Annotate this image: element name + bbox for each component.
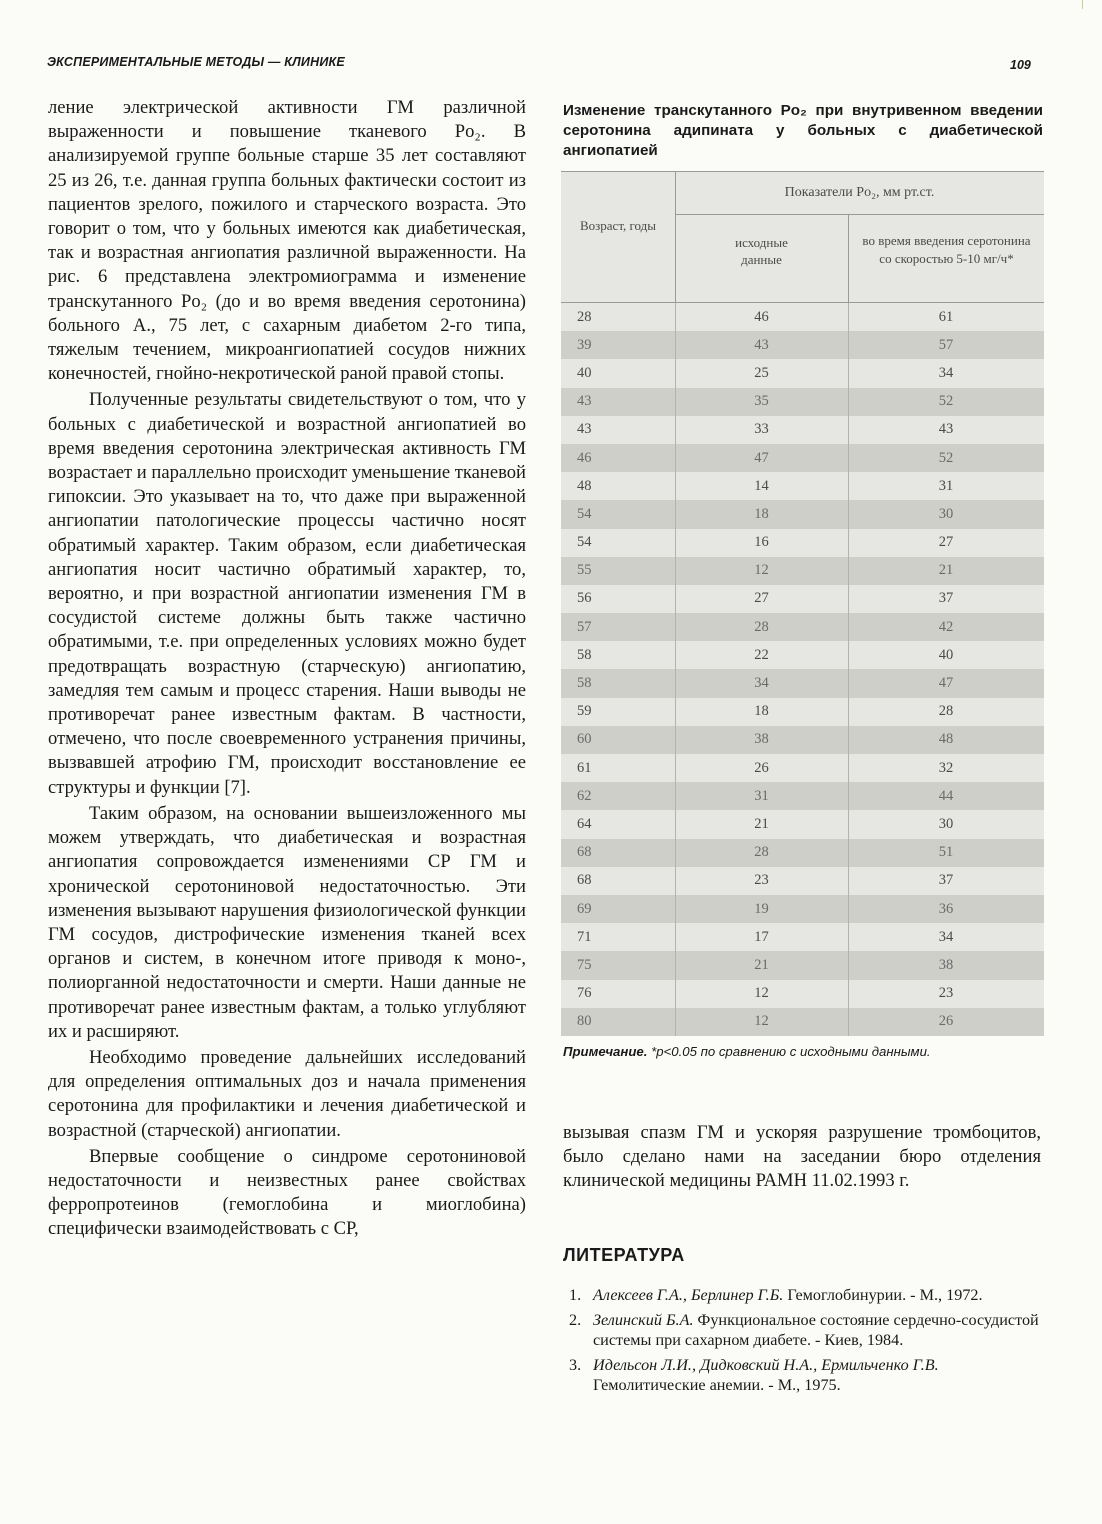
- cell-during: 61: [938, 308, 954, 325]
- cell-initial: 14: [754, 477, 769, 494]
- cell-age: 80: [577, 1013, 592, 1030]
- paragraph-2: Полученные результаты свидетельствуют о том, что у больных с диабетической и возрастной ангиопатией во время введения серотонина электрическая активность ГМ возрастает и параллельно происходит уменьшение тканевой гипоксии. Это указывает на то, что даже при выраженной ангиопатии патологические процессы частично носят обратимый характер. Таким образом, если диабетическая ангиопатия носит частично обратимый характер, то, вероятно, и при возрастной ангиопатии изменения ГМ в сосудистой системе должны быть также частично обратимыми, т.е. при определенных условиях можно будет предотвращать возрастную (старческую) ангиопатию, замедляя тем самым и процесс старения. Наши выводы не противоречат ранее известным фактам. В частности, отмечено, что после своевременного устранения причины, вызвавшей атрофию ГМ, происходит восстановление ее структуры и функции [7].: [48, 389, 526, 798]
- cell-during: 43: [938, 421, 954, 438]
- cell-initial: 12: [754, 562, 769, 579]
- paragraph-3: Таким образом, на основании вышеизложенного мы можем утверждать, что диабетическая и возрастная ангиопатия сопровождается изменениями СР ГМ и хронической серотониновой недостаточностью. Эти изменения вызывают нарушения физиологической функции ГМ сосудов, дистрофические изменения тканей всех органов и систем, в конечном итоге приводя к моно-, полиорганной недостаточности и смерти. Наши данные не противоречат ранее известным фактам, а только углубляют их и расширяют.: [48, 802, 526, 1042]
- header-initial: исходные данные: [675, 214, 849, 302]
- cell-during: 44: [938, 787, 954, 804]
- page-number: 109: [1010, 58, 1031, 72]
- cell-age: 59: [577, 703, 592, 720]
- cell-initial: 26: [754, 759, 769, 776]
- cell-age: 43: [577, 393, 592, 410]
- cell-during: 38: [938, 956, 954, 973]
- table-note: [563, 1043, 1041, 1061]
- cell-age: 71: [577, 928, 592, 945]
- cell-age: 39: [577, 336, 592, 353]
- table-row: [561, 867, 1044, 895]
- cell-initial: 23: [754, 872, 769, 889]
- cell-age: 58: [577, 646, 592, 663]
- cell-initial: 27: [754, 590, 769, 607]
- reference-item: [563, 1285, 1043, 1306]
- table-row: [561, 1008, 1044, 1036]
- cell-age: 46: [577, 449, 592, 466]
- table-row: [561, 895, 1044, 923]
- reference-item: [563, 1355, 1043, 1396]
- reference-title: Функциональное состояние сердечно-сосудистой системы при сахарном диабете. - Киев, 1984.: [593, 1310, 1039, 1349]
- reference-item: [563, 1310, 1043, 1351]
- paragraph-5: Впервые сообщение о синдроме серотониновой недостаточности и неизвестных ранее свойствах ферропротеинов (гемоглобина и миоглобина) специфически взаимодействовать с СР,: [48, 1145, 526, 1240]
- cell-age: 54: [577, 505, 592, 522]
- cell-during: 48: [938, 731, 954, 748]
- cell-initial: 19: [754, 900, 769, 917]
- reference-title: Гемолитические анемии. - М., 1975.: [593, 1376, 841, 1394]
- cell-during: 26: [938, 1013, 954, 1030]
- cell-age: 40: [577, 364, 592, 381]
- cell-during: 30: [938, 505, 954, 522]
- table-row: [561, 951, 1044, 979]
- cell-during: 52: [938, 393, 954, 410]
- cell-during: 42: [938, 618, 954, 635]
- cell-initial: 28: [754, 618, 769, 635]
- table-row: [561, 698, 1044, 726]
- cell-age: 61: [577, 759, 592, 776]
- header-age: Возраст, годы: [561, 172, 676, 302]
- table-caption: Изменение транскутанного Po₂ при внутривенном введении серотонина адипината у больных с диабетической ангиопатией: [563, 102, 1043, 159]
- cell-initial: 16: [754, 534, 769, 551]
- table-row: [561, 500, 1044, 528]
- table-row: [561, 782, 1044, 810]
- table-header: [561, 171, 1044, 303]
- table-row: [561, 331, 1044, 359]
- cell-during: 28: [938, 703, 954, 720]
- header-po2-group: Показатели Po₂, мм рт.ст.: [675, 172, 1044, 215]
- references-heading: ЛИТЕРАТУРА: [563, 1245, 685, 1265]
- cell-age: 68: [577, 872, 592, 889]
- cell-age: 56: [577, 590, 592, 607]
- reference-number: 1.: [569, 1286, 582, 1304]
- cell-initial: 17: [754, 928, 769, 945]
- table-row: [561, 923, 1044, 951]
- cell-initial: 33: [754, 421, 769, 438]
- cell-age: 48: [577, 477, 592, 494]
- reference-number: 2.: [569, 1310, 582, 1329]
- cell-age: 43: [577, 421, 592, 438]
- cell-during: 32: [938, 759, 954, 776]
- table-row: [561, 641, 1044, 669]
- cell-age: 55: [577, 562, 592, 579]
- cell-initial: 34: [754, 675, 769, 692]
- cell-during: 31: [938, 477, 954, 494]
- cell-during: 36: [938, 900, 954, 917]
- table-row: [561, 980, 1044, 1008]
- table-row: [561, 810, 1044, 838]
- left-column: [48, 96, 526, 1242]
- paragraph-4: Необходимо проведение дальнейших исследований для определения оптимальных доз и начала применения серотонина для профилактики и лечения диабетической и возрастной (старческой) ангиопатии.: [48, 1046, 526, 1141]
- header-during: во время введения серотонина со скоростью 5-10 мг/ч*: [862, 233, 1031, 266]
- table-row: [561, 444, 1044, 472]
- cell-during: 37: [938, 590, 954, 607]
- cell-during: 34: [938, 364, 954, 381]
- note-label: Примечание.: [563, 1044, 648, 1059]
- reference-authors: Алексеев Г.А., Берлинер Г.Б.: [593, 1286, 784, 1304]
- references-list: [563, 1285, 1043, 1400]
- cell-initial: 47: [754, 449, 769, 466]
- cell-initial: 18: [754, 505, 769, 522]
- cell-initial: 25: [754, 364, 769, 381]
- reference-authors: Идельсон Л.И., Дидковский Н.А., Ермильченко Г.В.: [593, 1355, 939, 1374]
- reference-title: Гемоглобинурии. - М., 1972.: [787, 1286, 983, 1304]
- cell-initial: 35: [754, 393, 769, 410]
- table-row: [561, 303, 1044, 331]
- cell-during: 30: [938, 815, 954, 832]
- cell-during: 52: [938, 449, 954, 466]
- table-row: [561, 416, 1044, 444]
- scan-edge-mark: [1082, 0, 1083, 9]
- paragraph-1: ление электрической активности ГМ различной выраженности и повышение тканевого Po₂. В анализируемой группе больные старше 35 лет составляют 25 из 26, т.е. данная группа больных фактически состоит из пациентов зрелого, пожилого и старческого возраста. Это говорит о том, что у больных имеются как диабетическая, так и возрастная ангиопатия различной выраженности. На рис. 6 представлена электромиограмма и изменение транскутанного Po₂ (до и во время введения серотонина) больного А., 75 лет, с сахарным диабетом 2-го типа, тяжелым течением, микроангиопатией сосудов нижних конечностей, гнойно-некротической раной правой стопы.: [48, 97, 526, 385]
- cell-during: 27: [938, 534, 954, 551]
- cell-age: 75: [577, 956, 592, 973]
- table-row: [561, 529, 1044, 557]
- table-row: [561, 754, 1044, 782]
- table-row: [561, 359, 1044, 387]
- cell-during: 57: [938, 336, 954, 353]
- cell-initial: 18: [754, 703, 769, 720]
- cell-age: 60: [577, 731, 592, 748]
- cell-age: 68: [577, 844, 592, 861]
- cell-initial: 21: [754, 815, 769, 832]
- cell-age: 76: [577, 985, 592, 1002]
- note-text: *p<0.05 по сравнению с исходными данными.: [651, 1044, 931, 1059]
- table-row: [561, 472, 1044, 500]
- cell-age: 54: [577, 534, 592, 551]
- table-row: [561, 839, 1044, 867]
- cell-initial: 46: [754, 308, 769, 325]
- cell-age: 62: [577, 787, 592, 804]
- cell-age: 28: [577, 308, 592, 325]
- po2-table: [561, 171, 1044, 1036]
- table-row: [561, 388, 1044, 416]
- cell-initial: 12: [754, 1013, 769, 1030]
- right-column-paragraph: вызывая спазм ГМ и ускоряя разрушение тромбоцитов, было сделано нами на заседании бюро отделения клинической медицины РАМН 11.02.1993 г.: [563, 1122, 1041, 1192]
- table-body: [561, 303, 1044, 1036]
- cell-age: 64: [577, 815, 592, 832]
- cell-initial: 38: [754, 731, 769, 748]
- cell-during: 34: [938, 928, 954, 945]
- cell-initial: 21: [754, 956, 769, 973]
- cell-age: 57: [577, 618, 592, 635]
- cell-initial: 12: [754, 985, 769, 1002]
- reference-number: 3.: [569, 1355, 582, 1374]
- cell-during: 47: [938, 675, 954, 692]
- table-row: [561, 557, 1044, 585]
- cell-age: 58: [577, 675, 592, 692]
- reference-authors: Зелинский Б.А.: [593, 1310, 694, 1329]
- cell-initial: 31: [754, 787, 769, 804]
- cell-initial: 28: [754, 844, 769, 861]
- cell-age: 69: [577, 900, 592, 917]
- cell-during: 23: [938, 985, 954, 1002]
- cell-during: 51: [938, 844, 954, 861]
- cell-initial: 22: [754, 646, 769, 663]
- cell-during: 37: [938, 872, 954, 889]
- table-row: [561, 669, 1044, 697]
- table-row: [561, 585, 1044, 613]
- cell-during: 21: [938, 562, 954, 579]
- cell-initial: 43: [754, 336, 769, 353]
- table-row: [561, 613, 1044, 641]
- running-head: ЭКСПЕРИМЕНТАЛЬНЫЕ МЕТОДЫ — КЛИНИКЕ: [47, 55, 345, 69]
- table-row: [561, 726, 1044, 754]
- cell-during: 40: [938, 646, 954, 663]
